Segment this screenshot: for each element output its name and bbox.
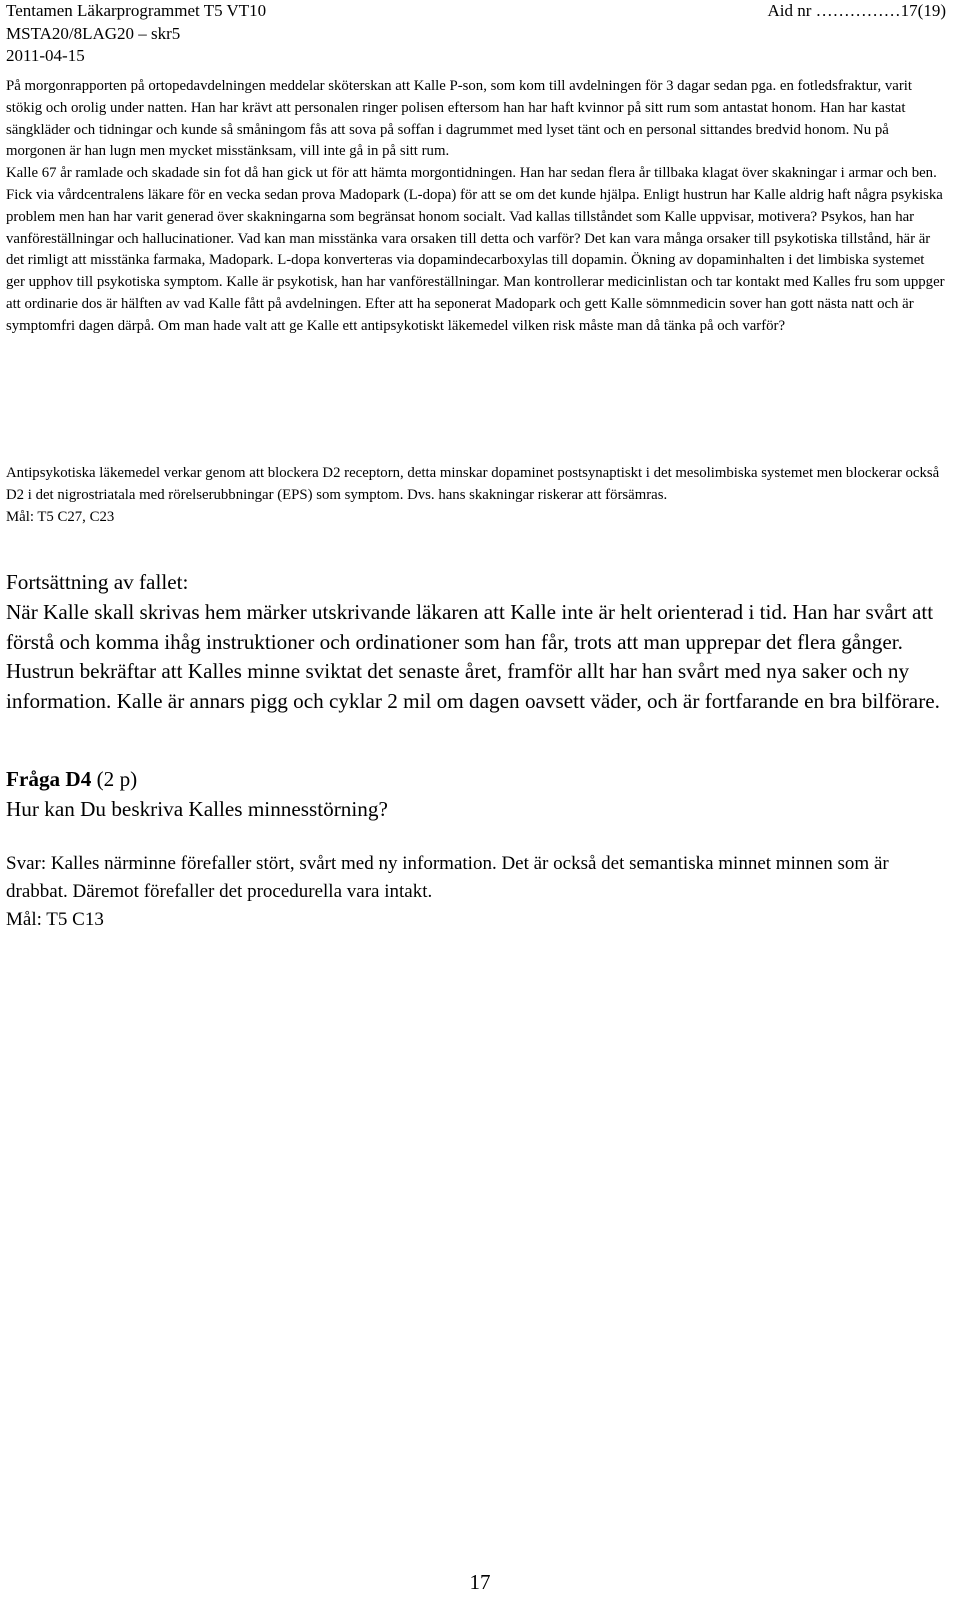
answer-2-goal: Mål: T5 C13 (6, 909, 104, 930)
answer-1-text: Antipsykotiska läkemedel verkar genom att blockera D2 receptorn, detta minskar dopaminet postsynaptiskt i det mesolimbiska systemet men blockerar också D2 i det nigrostriatala med rörelserubbningar (EPS) som symptom. Dvs. hans skakningar riskerar att försämras. (6, 465, 940, 503)
answer-2-text: Svar: Kalles närminne förefaller stört, svårt med ny information. Det är också det semantiska minnet minnen som är drabbat. Däremot förefaller det procedurella vara intakt. (6, 853, 889, 902)
course-code: MSTA20/8LAG20 – skr5 (6, 23, 181, 43)
header-row-1 (6, 0, 946, 23)
continuation-heading: Fortsättning av fallet: (6, 570, 189, 594)
question-section (6, 765, 946, 825)
case-intro: På morgonrapporten på ortopedavdelningen meddelar sköterskan att Kalle P-son, som kom till avdelningen för 3 dagar sedan pga. en fotledsfraktur, varit stökig och orolig under natten. Han har krävt att personalen ringer polisen eftersom han har haft kvinnor på sitt rum som antastat honom. Han har kastat sängkläder och tidningar och kunde så småningom fås att sova på soffan i dagrummet med lyset tänt och en personal sittandes bredvid honom. Nu på morgonen är han lugn men mycket misstänksam, vill inte gå in på sitt rum. (6, 78, 913, 160)
answer-1-goal: Mål: T5 C27, C23 (6, 508, 115, 525)
continuation-text: När Kalle skall skrivas hem märker utskrivande läkaren att Kalle inte är helt orienterad i tid. Han har svårt att förstå och komma ihåg instruktioner och ordinationer som han får, trots att man upprepar det flera gånger. Hustrun bekräftar att Kalles minne sviktat det senaste året, framför allt har han svårt med nya saker och ny information. Kalle är annars pigg och cyklar 2 mil om dagen oavsett väder, och är fortfarande en bra bilförare. (6, 599, 940, 714)
answer-2-section (6, 850, 946, 934)
question-text: Hur kan Du beskriva Kalles minnesstörning? (6, 796, 388, 821)
exam-date: 2011-04-15 (6, 46, 85, 65)
page-number: 17 (469, 1570, 491, 1594)
page-header (6, 0, 946, 68)
question-label: Fråga D4 (6, 767, 92, 791)
case-history: Kalle 67 år ramlade och skadade sin fot då han gick ut för att hämta morgontidningen. Han har sedan flera år tillbaka klagat över skakningar i armar och ben. Fick via vårdcentralens läkare för en vecka sedan prova Madopark (L-dopa) för att se om det kunde hjälpa. Enligt hustrun har Kalle aldrig haft några psykiska problem men han har varit generad över skakningarna som begränsat honom socialt. Vad kallas tillståndet som Kalle uppvisar, motivera? Psykos, han har vanföreställningar och hallucinationer. Vad kan man misstänka vara orsaken till detta och varför? Det kan vara många orsaker till psykotiska tillstånd, här är det rimligt att misstänka farmaka, Madopark. L-dopa konverteras via dopamindecarboxylas till dopamin. Ökning av dopaminhalten i det limbiska systemet ger upphov till psykotiska symptom. Kalle är psykotisk, han har vanföreställningar. Man kontrollerar medicinlistan och tar kontakt med Kalles fru som uppger att ordinarie dos är hälften av vad Kalle fått på avdelningen. Efter att ha seponerat Madopark och gett Kalle sömnmedicin sover han gott nästa natt och är symptomfri dagen därpå. Om man hade valt att ge Kalle ett antipsykotiskt läkemedel vilken risk måste man då tänka på och varför? (6, 165, 945, 334)
continuation-section (6, 568, 946, 717)
question-heading (6, 765, 946, 795)
case-section (6, 76, 946, 338)
question-points: (2 p) (96, 767, 138, 791)
aid-number: Aid nr ……………17(19) (767, 1, 946, 20)
answer-1-section (6, 463, 946, 528)
exam-title: Tentamen Läkarprogrammet T5 VT10 (6, 1, 267, 20)
